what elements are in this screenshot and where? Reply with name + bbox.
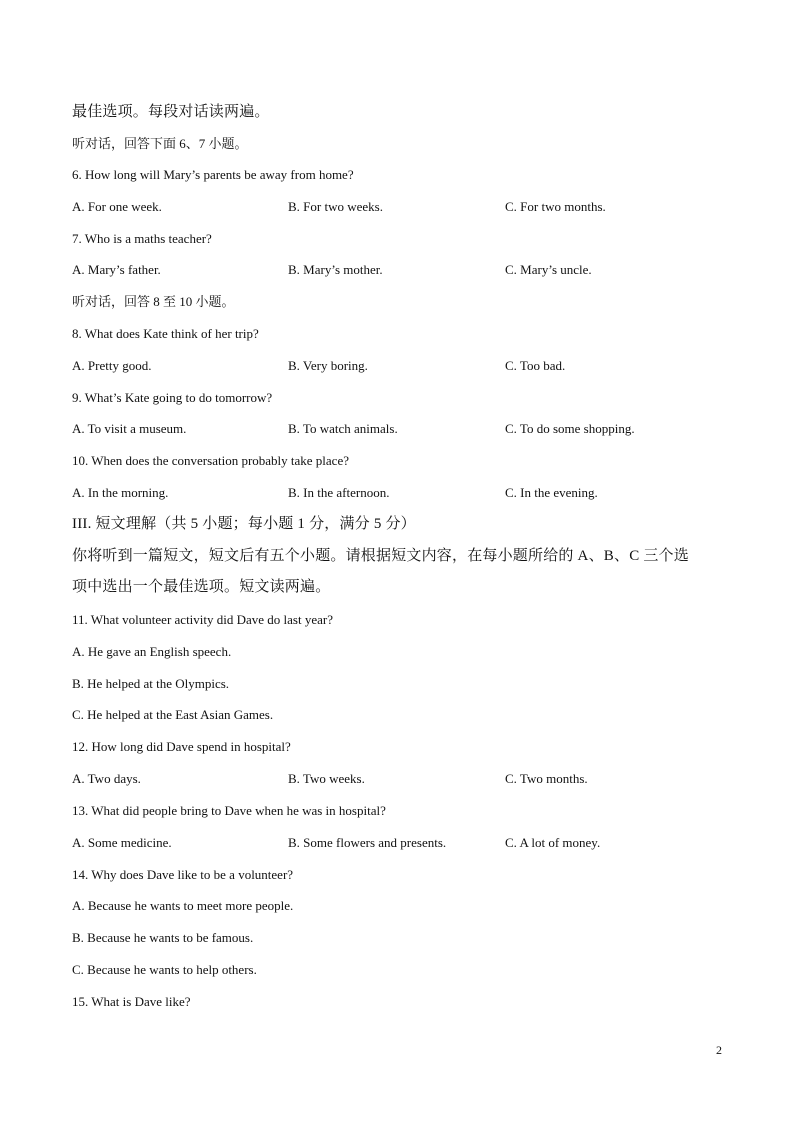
q11-option-a: A. He gave an English speech.	[72, 644, 232, 659]
q6-option-a: A. For one week.	[72, 199, 162, 214]
q10-option-c: C. In the evening.	[505, 485, 598, 500]
q11-option-c: C. He helped at the East Asian Games.	[72, 707, 274, 722]
section3-heading: III. 短文理解（共 5 小题；每小题 1 分，满分 5 分）	[72, 516, 416, 532]
question-11: 11. What volunteer activity did Dave do last year?	[72, 612, 333, 627]
q7-option-a: A. Mary’s father.	[72, 262, 161, 277]
question-13: 13. What did people bring to Dave when he was in hospital?	[72, 803, 386, 818]
question-14: 14. Why does Dave like to be a volunteer?	[72, 867, 294, 882]
page-number: 2	[716, 1043, 722, 1057]
question-15: 15. What is Dave like?	[72, 994, 191, 1009]
q13-option-b: B. Some flowers and presents.	[288, 835, 447, 850]
question-6: 6. How long will Mary’s parents be away from home?	[72, 167, 354, 182]
q9-option-c: C. To do some shopping.	[505, 421, 635, 436]
q14-option-a: A. Because he wants to meet more people.	[72, 898, 294, 913]
section3-instruction-line2: 项中选出一个最佳选项。短文读两遍。	[72, 579, 331, 595]
q12-option-b: B. Two weeks.	[288, 771, 365, 786]
q7-option-b: B. Mary’s mother.	[288, 262, 383, 277]
q14-option-c: C. Because he wants to help others.	[72, 962, 257, 977]
group2-instruction: 听对话，回答 8 至 10 小题。	[72, 294, 235, 309]
q8-option-b: B. Very boring.	[288, 358, 368, 373]
q14-option-b: B. Because he wants to be famous.	[72, 930, 254, 945]
q8-option-a: A. Pretty good.	[72, 358, 152, 373]
question-8: 8. What does Kate think of her trip?	[72, 326, 259, 341]
question-10: 10. When does the conversation probably take place?	[72, 453, 349, 468]
q9-option-b: B. To watch animals.	[288, 421, 398, 436]
group1-instruction: 听对话，回答下面 6、7 小题。	[72, 136, 248, 151]
q10-option-a: A. In the morning.	[72, 485, 169, 500]
q6-option-b: B. For two weeks.	[288, 199, 383, 214]
question-9: 9. What’s Kate going to do tomorrow?	[72, 390, 273, 405]
q13-option-a: A. Some medicine.	[72, 835, 172, 850]
q13-option-c: C. A lot of money.	[505, 835, 601, 850]
q12-option-a: A. Two days.	[72, 771, 141, 786]
q11-option-b: B. He helped at the Olympics.	[72, 676, 230, 691]
question-12: 12. How long did Dave spend in hospital?	[72, 739, 291, 754]
intro-tail: 最佳选项。每段对话读两遍。	[72, 104, 270, 120]
question-7: 7. Who is a maths teacher?	[72, 231, 212, 246]
section3-instruction-line1: 你将听到一篇短文，短文后有五个小题。请根据短文内容，在每小题所给的 A、B、C 三个选	[72, 548, 689, 564]
q8-option-c: C. Too bad.	[505, 358, 566, 373]
q10-option-b: B. In the afternoon.	[288, 485, 390, 500]
q6-option-c: C. For two months.	[505, 199, 606, 214]
q12-option-c: C. Two months.	[505, 771, 588, 786]
q9-option-a: A. To visit a museum.	[72, 421, 187, 436]
q7-option-c: C. Mary’s uncle.	[505, 262, 592, 277]
